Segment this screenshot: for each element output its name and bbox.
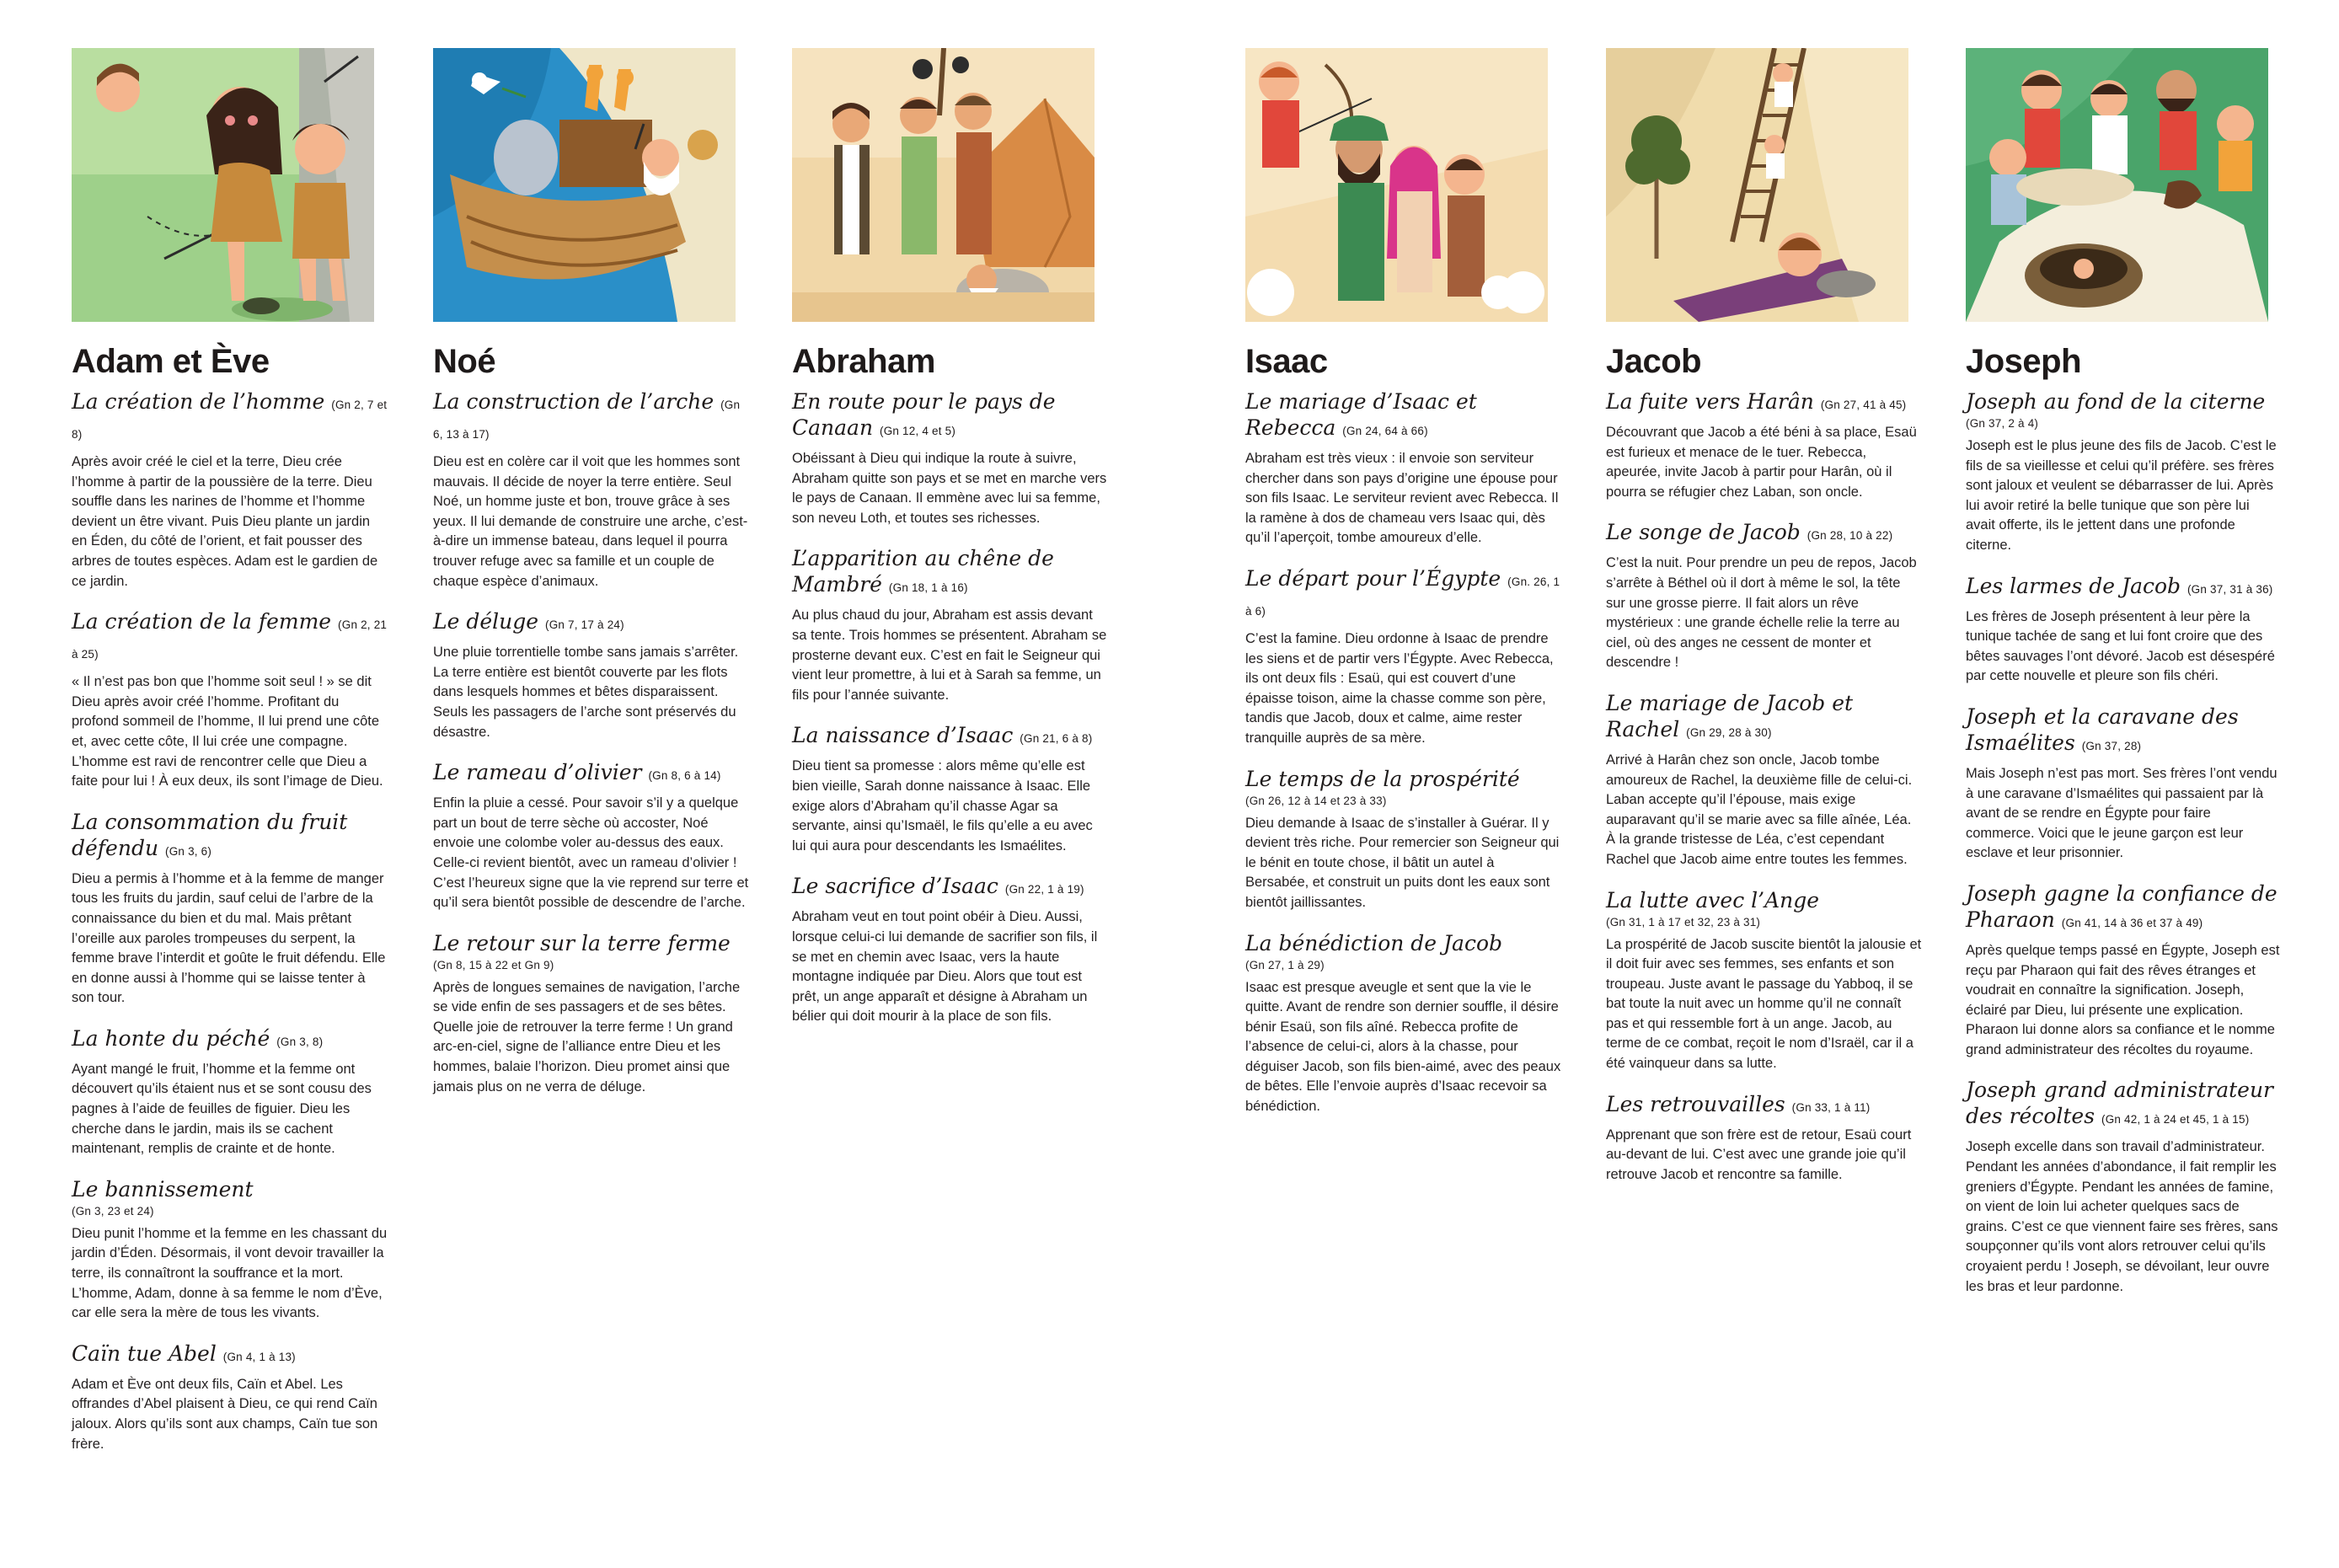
bible-reference: (Gn 24, 64 à 66) <box>1342 425 1428 437</box>
section <box>72 809 388 1009</box>
section-title: Caïn tue Abel <box>72 1341 217 1366</box>
section <box>433 759 749 913</box>
section <box>1245 766 1561 913</box>
section-text: Découvrant que Jacob a été béni à sa place, Esaü est furieux et menace de le tuer. Rebecca, apeurée, invite Jacob à partir pour Harân, où il pourra se réfugier chez Laban, son oncle. <box>1606 425 1917 500</box>
section-title: La bénédiction de Jacob <box>1245 930 1503 955</box>
section-text: Abraham veut en tout point obéir à Dieu. Aussi, lorsque celui-ci lui demande de sacrifier son fils, il se met en chemin avec Isaac, vers la haute montagne indiquée par Dieu. Alors que tout est prêt, un ange apparaît et désigne à Abraham un bélier qui doit mourir à la place de son fils. <box>792 909 1098 1025</box>
bible-reference: (Gn 22, 1 à 19) <box>1004 883 1084 896</box>
section-text: Obéissant à Dieu qui indique la route à suivre, Abraham quitte son pays et se met en marche vers le pays de Canaan. Il emmène avec lui sa femme, son neveu Loth, et toutes ses richesses. <box>792 451 1107 526</box>
section <box>1966 388 2282 556</box>
section <box>1966 704 2282 864</box>
section-text: C’est la famine. Dieu ordonne à Isaac de prendre les siens et de partir vers l’Égypte. Avec Rebecca, ils ont deux fils : Esaü, qui est couvert d’une épaisse toison, aime la chasse comme son père, tandis que Jacob, doux et calme, aime rester tranquille auprès de sa mère. <box>1245 630 1554 746</box>
section-title: La consommation du fruit défendu <box>72 809 348 860</box>
section-title: Le retour sur la terre ferme <box>433 930 731 955</box>
section-title: Le bannissement <box>72 1176 254 1201</box>
section <box>72 1176 388 1324</box>
column-title: Adam et Ève <box>72 343 270 380</box>
section-title: Les retrouvailles <box>1606 1091 1785 1116</box>
bible-reference: (Gn 12, 4 et 5) <box>880 425 956 437</box>
bible-reference: (Gn 37, 28) <box>2081 739 2142 752</box>
section <box>433 608 749 742</box>
section-text: Isaac est presque aveugle et sent que la vie le quitte. Avant de rendre son dernier souffle, il désire bénir Esaü, son fils aîné. Rebecca profite de l’absence de celui-ci, alors à la chasse, pour déguiser Jacob, son fils bien-aimé, avec des peaux de bêtes. Elle l’envoie auprès d’Isaac recevoir sa bénédiction. <box>1245 979 1561 1115</box>
section <box>1606 519 1922 673</box>
section-text: Dieu a permis à l’homme et à la femme de manger tous les fruits du jardin, sauf celui de l’arbre de la connaissance du bien et du mal. Mais prêtant l’oreille aux paroles trompeuses du serpent, la femme brave l’interdit et goûte le fruit défendu. Elle en donne aussi à l’homme qui se laisse tenter à son tour. <box>72 870 386 1006</box>
section-title: Le rameau d’olivier <box>433 760 642 785</box>
section <box>792 545 1108 705</box>
section-title: Le départ pour l’Égypte <box>1245 565 1501 591</box>
column-adam-eve <box>72 48 388 1471</box>
section-text: Arrivé à Harân chez son oncle, Jacob tombe amoureux de Rachel, la deuxième fille de celui-ci. Laban accepte qu’il l’épouse, mais exige auparavant qu’il se marie avec sa fille aînée, Léa. À la grande tristesse de Léa, c’est cependant Rachel que Jacob aime entre toutes les femmes. <box>1606 752 1913 867</box>
column-noah <box>433 48 749 1114</box>
section-text: Dieu demande à Isaac de s’installer à Guérar. Il y devient très riche. Pour remercier son Seigneur qui le bénit en toute chose, il bâtit un autel à Bersabée, et construit un puits dont les eaux sont bientôt jaillissantes. <box>1245 815 1560 910</box>
bible-reference: (Gn 8, 6 à 14) <box>648 769 721 783</box>
section-title: Le mariage de Jacob et Rachel <box>1606 690 1854 741</box>
jacob-ladder-illustration <box>1606 48 1908 322</box>
bible-reference: (Gn. 26, 1 à 6) <box>1245 575 1560 618</box>
bible-reference: (Gn 2, 21 à 25) <box>72 618 388 661</box>
column-title: Abraham <box>792 343 935 380</box>
section-text: Après quelque temps passé en Égypte, Joseph est reçu par Pharaon qui fait des rêves étranges et voudrait en connaître la signification. Joseph, éclairé par Dieu, lui présente une explication. Pharaon lui donne alors sa confiance et le nomme grand administrateur des récoltes du royaume. <box>1966 942 2280 1057</box>
section-title: En route pour le pays de Canaan <box>792 389 1056 440</box>
section-title: Le sacrifice d’Isaac <box>792 874 998 899</box>
section <box>792 722 1108 856</box>
section-text: Ayant mangé le fruit, l’homme et la femme ont découvert qu’ils étaient nus et se sont cousu des pagnes à l’aide de feuilles de figuier. Dieu les cherche dans le jardin, mais ils se cachent maintenant, remplis de crainte et de honte. <box>72 1061 372 1157</box>
section-title: Joseph et la caravane des Ismaélites <box>1966 704 2239 755</box>
section-title: Les larmes de Jacob <box>1966 573 2181 598</box>
bible-reference: (Gn 28, 10 à 22) <box>1806 529 1893 543</box>
section-title: La naissance d’Isaac <box>792 723 1014 748</box>
section <box>433 388 749 591</box>
bible-reference: (Gn 6, 13 à 17) <box>433 399 741 441</box>
section-text: La prospérité de Jacob suscite bientôt la jalousie et il doit fuir avec ses femmes, ses enfants et son troupeau. Juste avant le passage du Yabboq, il se bat toute la nuit avec un homme qu’il ne connaît pas et qui ressemble fort à un ange. Jacob, au terme de ce combat, reçoit le nom d’Israël, car il a été vainqueur dans sa lutte. <box>1606 936 1922 1072</box>
section-text: Après de longues semaines de navigation, l’arche se vide enfin de ses passagers et de ses bêtes. Quelle joie de retrouver la terre ferme ! Un grand arc-en-ciel, signe de l’alliance entre Dieu et les hommes, balaie l’horizon. Dieu promet ainsi que jamais plus on ne verra de déluge. <box>433 979 741 1094</box>
section-text: Adam et Ève ont deux fils, Caïn et Abel. Les offrandes d’Abel plaisent à Dieu, ce qui rend Caïn jaloux. Alors qu’ils sont aux champs, Caïn tue son frère. <box>72 1376 378 1452</box>
section <box>1606 388 1922 502</box>
column-title: Joseph <box>1966 343 2082 380</box>
section-title: La fuite vers Harân <box>1606 389 1814 414</box>
section-title: Le songe de Jacob <box>1606 520 1801 545</box>
joseph-cistern-illustration <box>1966 48 2268 322</box>
bible-reference: (Gn 37, 31 à 36) <box>2186 582 2273 596</box>
section-text: C’est la nuit. Pour prendre un peu de repos, Jacob s’arrête à Béthel où il dort à même le sol, la tête sur une grosse pierre. Il fait alors un rêve mystérieux : une grande échelle relie la terre au ciel, où des anges ne cessent de monter et descendre ! <box>1606 555 1917 671</box>
section-title: La création de l’homme <box>72 389 325 414</box>
section <box>1245 930 1561 1117</box>
section <box>1966 573 2282 687</box>
bible-reference: (Gn 33, 1 à 11) <box>1791 1100 1871 1114</box>
section-text: Enfin la pluie a cessé. Pour savoir s’il y a quelque part un bout de terre sèche où accoster, Noé envoie une colombe voler au-dessus des eaux. Celle-ci revient bientôt, avec un rameau d’olivier ! C’est l’heureux signe que la vie reprend sur terre et qu’il sera bientôt possible de descendre de l’arche. <box>433 795 749 911</box>
noah-ark-illustration <box>433 48 736 322</box>
section-text: Au plus chaud du jour, Abraham est assis devant sa tente. Trois hommes se présentent. Abraham se prosterne devant eux. C’est en fait le Seigneur qui vient leur promettre, à lui et à Sarah sa femme, un fils pour l’année suivante. <box>792 607 1107 703</box>
section-text: Dieu punit l’homme et la femme en les chassant du jardin d’Éden. Désormais, il vont devoir travailler la terre, ils connaîtront la souffrance et la mort. L’homme, Adam, donne à sa femme le nom d’Ève, car elle sera la mère de tous les vivants. <box>72 1225 388 1321</box>
section <box>1606 887 1922 1074</box>
bible-reference: (Gn 3, 23 et 24) <box>72 1204 154 1217</box>
bible-reference: (Gn 2, 7 et 8) <box>72 399 388 441</box>
section-text: Dieu tient sa promesse : alors même qu’elle est bien vieille, Sarah donne naissance à Isaac. Elle exige alors d’Abraham qu’il chasse Agar sa servante, ainsi qu’Ismaël, le fils qu’elle a eu avec lui qui aura pour descendants les Ismaélites. <box>792 758 1093 854</box>
section-title: Le déluge <box>433 609 539 634</box>
column-isaac <box>1245 48 1561 1134</box>
bible-reference: (Gn 4, 1 à 13) <box>222 1350 296 1363</box>
column-title: Jacob <box>1606 343 1702 380</box>
section-title: La création de la femme <box>72 609 332 634</box>
section-text: Apprenant que son frère est de retour, Esaü court au-devant de lui. C’est avec une grande joie qu’il retrouve Jacob et rencontre sa famille. <box>1606 1126 1912 1182</box>
section-text: Mais Joseph n’est pas mort. Ses frères l’ont vendu à une caravane d’Ismaélites qui passaient par là avant de se rendre en Égypte pour faire commerce. Voici que le jeune garçon est leur esclave et leur prisonnier. <box>1966 765 2277 861</box>
section <box>72 388 388 591</box>
section-text: Après avoir créé le ciel et la terre, Dieu crée l’homme à partir de la poussière de la terre. Dieu souffle dans les narines de l’homme et l’homme devient un être vivant. Puis Dieu plante un jardin en Éden, du côté de l’orient, et fait pousser des arbres de toutes espèces. Adam est le gardien de ce jardin. <box>72 454 378 589</box>
bible-reference: (Gn 7, 17 à 24) <box>545 618 624 632</box>
section-title: Le temps de la prospérité <box>1245 766 1520 791</box>
isaac-illustration <box>1245 48 1548 322</box>
bible-reference: (Gn 3, 6) <box>165 844 212 858</box>
section-title: L’apparition au chêne de Mambré <box>792 546 1054 597</box>
column-title: Isaac <box>1245 343 1328 380</box>
bible-reference: (Gn 37, 2 à 4) <box>1966 417 2039 430</box>
section-text: Abraham est très vieux : il envoie son serviteur chercher dans son pays d’origine une épouse pour son fils Isaac. Le serviteur revient avec Rebecca. Il la ramène à dos de chameau vers Isaac qui, dès qu’il l’aperçoit, tombe amoureux d’elle. <box>1245 451 1559 546</box>
abraham-illustration <box>792 48 1095 322</box>
bible-reference: (Gn 31, 1 à 17 et 32, 23 à 31) <box>1606 915 1761 928</box>
section <box>1606 690 1922 870</box>
section <box>1245 565 1561 749</box>
adam-eve-illustration <box>72 48 374 322</box>
section-title: La lutte avec l’Ange <box>1606 887 1820 912</box>
section-text: Joseph excelle dans son travail d’administrateur. Pendant les années d’abondance, il fait remplir les greniers d’Égypte. Pendant les années de famine, on vient de loin lui acheter quelques sacs de grains. C’est ce que viennent faire ses frères, sans soupçonner qu’ils vont alors retrouver celui qu’ils croyaient perdu ! Joseph, se dévoilant, leur ouvre les bras et leur pardonne. <box>1966 1139 2278 1294</box>
section-text: Une pluie torrentielle tombe sans jamais s’arrêter. La terre entière est bientôt couverte par les flots dans lesquels hommes et bêtes disparaissent. Seuls les passagers de l’arche sont préservés du désastre. <box>433 645 739 740</box>
bible-reference: (Gn 18, 1 à 16) <box>888 581 968 595</box>
section-title: Joseph grand administrateur des récoltes <box>1966 1078 2273 1129</box>
section <box>72 608 388 792</box>
section <box>1966 1077 2282 1297</box>
bible-reference: (Gn 27, 41 à 45) <box>1820 399 1907 411</box>
section-title: Joseph gagne la confiance de Pharaon <box>1966 880 2277 932</box>
section-title: Le mariage d’Isaac et Rebecca <box>1245 389 1477 440</box>
section-text: Les frères de Joseph présentent à leur père la tunique tachée de sang et lui font croire que des bêtes sauvages l’ont dévoré. Jacob est désespéré par cette nouvelle et pleure son fils chéri. <box>1966 608 2275 684</box>
bible-reference: (Gn 27, 1 à 29) <box>1245 958 1325 971</box>
column-jacob <box>1606 48 1922 1201</box>
column-joseph <box>1966 48 2282 1314</box>
section <box>1966 880 2282 1061</box>
bible-reference: (Gn 42, 1 à 24 et 45, 1 à 15) <box>2101 1113 2250 1126</box>
section <box>792 873 1108 1027</box>
section <box>433 930 749 1098</box>
section <box>72 1025 388 1159</box>
section-title: La honte du péché <box>72 1025 270 1051</box>
bible-reference: (Gn 21, 6 à 8) <box>1020 732 1093 746</box>
section-text: Joseph est le plus jeune des fils de Jacob. C’est le fils de sa vieillesse et celui qu’il préfère. ses frères sont jaloux et veulent se débarrasser de lui. Après lui avoir retiré la belle tunique que son père lui avait offerte, ils le jettent dans une profonde citerne. <box>1966 438 2277 553</box>
section-title: La construction de l’arche <box>433 389 715 414</box>
section-title: Joseph au fond de la citerne <box>1966 389 2266 414</box>
column-title: Noé <box>433 343 496 380</box>
bible-reference: (Gn 26, 12 à 14 et 23 à 33) <box>1245 794 1387 807</box>
section <box>72 1341 388 1454</box>
section-text: « Il n’est pas bon que l’homme soit seul ! » se dit Dieu après avoir créé l’homme. Profitant du profond sommeil de l’homme, Il lui prend une côte et, avec cette côte, Il lui crée une compagne. L’homme est ravi de rencontrer celle que Dieu a faite pour lui ! À eux deux, ils sont l’image de Dieu. <box>72 674 383 789</box>
section <box>1245 388 1561 549</box>
section <box>792 388 1108 528</box>
section <box>1606 1091 1922 1185</box>
bible-reference: (Gn 8, 15 à 22 et Gn 9) <box>433 958 554 971</box>
bible-reference: (Gn 3, 8) <box>276 1035 324 1048</box>
bible-reference: (Gn 41, 14 à 36 et 37 à 49) <box>2061 916 2203 929</box>
bible-reference: (Gn 29, 28 à 30) <box>1686 725 1772 739</box>
column-abraham <box>792 48 1108 1044</box>
section-text: Dieu est en colère car il voit que les hommes sont mauvais. Il décide de noyer la terre entière. Seul Noé, un homme juste et bon, trouve grâce à ses yeux. Il lui demande de construire une arche, c’est-à-dire un immense bateau, dans lequel il pourra trouver refuge avec sa famille et un couple de chaque espèce d’animaux. <box>433 454 748 589</box>
